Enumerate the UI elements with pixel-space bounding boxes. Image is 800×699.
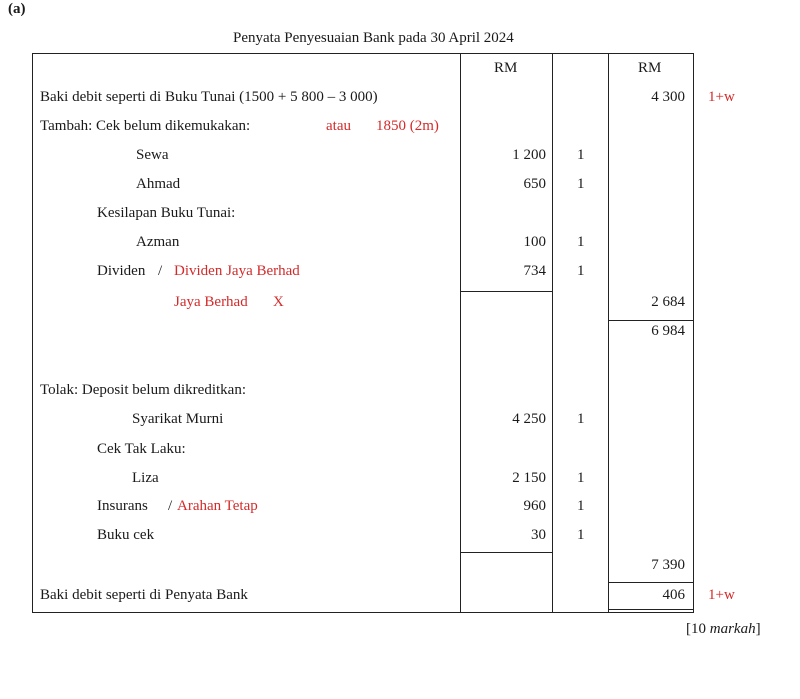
liza-amount: 2 150 xyxy=(512,470,546,486)
syarikat-murni-label: Syarikat Murni xyxy=(132,411,224,427)
ahmad-label: Ahmad xyxy=(136,176,181,192)
buku-cek-mark: 1 xyxy=(577,527,585,543)
total-marks xyxy=(686,620,761,638)
jaya-berhad-label: Jaya Berhad xyxy=(174,294,248,310)
total-marks-suffix: ] xyxy=(755,621,761,637)
insurans-mark: 1 xyxy=(577,498,585,514)
tambah-alt-word: atau xyxy=(326,118,351,134)
table-left-border xyxy=(32,53,33,613)
syarikat-murni-amount: 4 250 xyxy=(512,411,546,427)
liza-mark: 1 xyxy=(577,470,585,486)
azman-mark: 1 xyxy=(577,234,585,250)
header-rm-col1: RM xyxy=(494,60,518,76)
table-bottom-border xyxy=(32,612,694,613)
col1-rule-a xyxy=(460,291,553,292)
sewa-mark: 1 xyxy=(577,147,585,163)
liza-label: Liza xyxy=(132,470,159,486)
dividen-separator: / xyxy=(158,263,163,279)
insurans-alt: Arahan Tetap xyxy=(177,498,258,514)
table-top-border xyxy=(32,53,694,54)
sewa-label: Sewa xyxy=(136,147,169,163)
col-divider-2 xyxy=(552,53,553,613)
closing-balance-amount: 406 xyxy=(662,587,685,603)
dividen-alt: Dividen Jaya Berhad xyxy=(174,263,300,279)
syarikat-murni-mark: 1 xyxy=(577,411,585,427)
closing-balance-label: Baki debit seperti di Penyata Bank xyxy=(40,587,248,603)
insurans-label: Insurans xyxy=(97,498,148,514)
col-divider-1 xyxy=(460,53,461,613)
kesilapan-label: Kesilapan Buku Tunai: xyxy=(97,205,236,221)
header-rm-col3: RM xyxy=(638,60,662,76)
total-marks-word: markah xyxy=(709,621,756,637)
col3-rule-b xyxy=(608,582,694,583)
dividen-amount: 734 xyxy=(523,263,546,279)
total-after-tambah: 6 984 xyxy=(651,323,685,339)
tolak-label: Tolak: Deposit belum dikreditkan: xyxy=(40,382,246,398)
closing-balance-mark: 1+w xyxy=(708,587,735,603)
statement-title: Penyata Penyesuaian Bank pada 30 April 2024 xyxy=(233,30,514,46)
jaya-berhad-cross: X xyxy=(273,294,284,310)
opening-balance-mark: 1+w xyxy=(708,89,735,105)
insurans-separator: / xyxy=(168,498,173,514)
tambah-alt-value: 1850 (2m) xyxy=(376,118,439,134)
dividen-mark: 1 xyxy=(577,263,585,279)
sewa-amount: 1 200 xyxy=(512,147,546,163)
opening-balance-label: Baki debit seperti di Buku Tunai (1500 + 5 800 – 3 000) xyxy=(40,89,378,105)
col3-rule-a xyxy=(608,320,694,321)
tambah-subtotal: 2 684 xyxy=(651,294,685,310)
buku-cek-label: Buku cek xyxy=(97,527,155,543)
col1-rule-b xyxy=(460,552,553,553)
tambah-label: Tambah: Cek belum dikemukakan: xyxy=(40,118,251,134)
insurans-amount: 960 xyxy=(523,498,546,514)
col-divider-4 xyxy=(693,53,694,613)
opening-balance-amount: 4 300 xyxy=(651,89,685,105)
total-marks-prefix: [10 xyxy=(686,621,710,637)
col3-rule-c xyxy=(608,609,694,610)
ahmad-amount: 650 xyxy=(523,176,546,192)
section-label: (a) xyxy=(8,1,26,17)
buku-cek-amount: 30 xyxy=(531,527,546,543)
azman-label: Azman xyxy=(136,234,180,250)
col-divider-3 xyxy=(608,53,609,613)
cek-tak-laku-label: Cek Tak Laku: xyxy=(97,441,186,457)
tolak-subtotal: 7 390 xyxy=(651,557,685,573)
ahmad-mark: 1 xyxy=(577,176,585,192)
dividen-label: Dividen xyxy=(97,263,146,279)
azman-amount: 100 xyxy=(523,234,546,250)
